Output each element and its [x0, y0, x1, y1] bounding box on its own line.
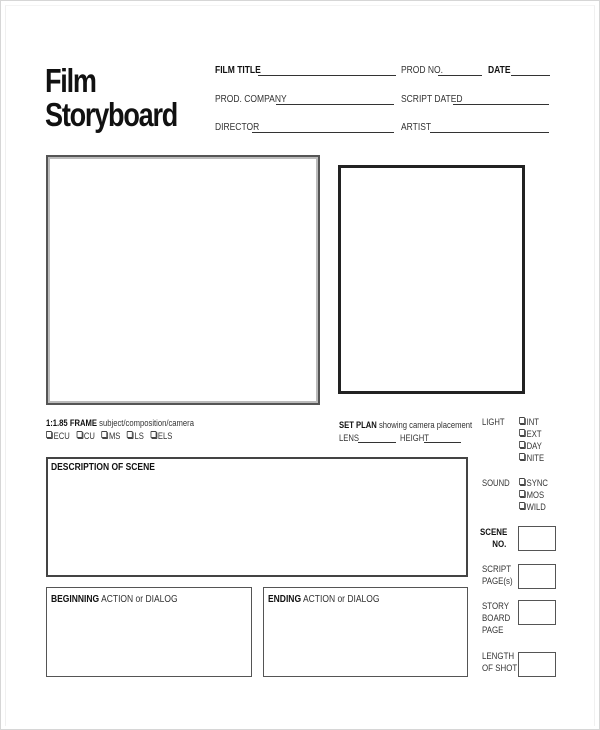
frame-label-rest: subject/composition/camera	[99, 418, 194, 428]
set-plan-drawing-area[interactable]	[338, 165, 525, 394]
script-dated-field[interactable]	[453, 104, 549, 105]
option-els[interactable]: ELS	[150, 431, 172, 441]
scene-no-label: SCENE NO.	[480, 527, 508, 549]
script-dated-label: SCRIPT DATED	[401, 94, 463, 105]
checkbox-icon[interactable]	[519, 429, 525, 436]
option-ms[interactable]: MS	[101, 431, 120, 441]
lens-label: LENS	[339, 433, 359, 443]
prod-company-label: PROD. COMPANY	[215, 94, 287, 105]
prod-company-field[interactable]	[276, 104, 394, 105]
checkbox-icon[interactable]	[519, 441, 525, 448]
description-label: DESCRIPTION OF SCENE	[51, 462, 155, 473]
length-of-shot-label: LENGTH OF SHOT	[482, 651, 518, 673]
prod-no-field[interactable]	[438, 75, 482, 76]
set-plan-label-rest: showing camera placement	[378, 420, 473, 430]
date-label: DATE	[488, 65, 511, 76]
document-title	[45, 64, 177, 132]
title-line-2: Storyboard	[45, 96, 178, 133]
option-cu[interactable]: CU	[76, 431, 95, 441]
script-pages-field[interactable]	[518, 564, 556, 589]
height-field[interactable]	[424, 442, 461, 443]
light-option-day[interactable]: DAY	[519, 441, 542, 451]
checkbox-icon[interactable]	[127, 431, 133, 438]
shot-size-options	[46, 431, 172, 441]
light-option-nite[interactable]: NITE	[519, 453, 544, 463]
light-label: LIGHT	[482, 417, 505, 427]
beginning-label: BEGINNING ACTION or DIALOG	[51, 594, 178, 605]
artist-field[interactable]	[430, 132, 549, 133]
prod-no-label: PROD NO.	[401, 65, 444, 76]
film-title-field[interactable]	[258, 75, 396, 76]
frame-label-bold: 1:1.85 FRAME	[46, 418, 98, 428]
scene-no-field[interactable]	[518, 526, 556, 551]
sound-option-mos[interactable]: MOS	[519, 490, 544, 500]
checkbox-icon[interactable]	[519, 417, 525, 424]
film-title-label: FILM TITLE	[215, 65, 261, 76]
date-field[interactable]	[511, 75, 550, 76]
light-option-int[interactable]: INT	[519, 417, 539, 427]
length-of-shot-field[interactable]	[518, 652, 556, 677]
checkbox-icon[interactable]	[101, 431, 107, 438]
director-label: DIRECTOR	[215, 122, 260, 133]
director-field[interactable]	[252, 132, 394, 133]
frame-drawing-area[interactable]	[46, 155, 320, 405]
checkbox-icon[interactable]	[519, 502, 525, 509]
storyboard-page-label: STORY BOARD PAGE	[482, 601, 511, 635]
checkbox-icon[interactable]	[150, 431, 156, 438]
sound-label: SOUND	[482, 478, 510, 488]
checkbox-icon[interactable]	[519, 490, 525, 497]
storyboard-page-field[interactable]	[518, 600, 556, 625]
checkbox-icon[interactable]	[519, 478, 525, 485]
option-ls[interactable]: LS	[127, 431, 144, 441]
set-plan-label-bold: SET PLAN	[339, 420, 377, 430]
checkbox-icon[interactable]	[46, 431, 52, 438]
option-ecu[interactable]: ECU	[46, 431, 70, 441]
height-label: HEIGHT	[400, 433, 429, 443]
checkbox-icon[interactable]	[519, 453, 525, 460]
sound-option-sync[interactable]: SYNC	[519, 478, 548, 488]
ending-label: ENDING ACTION or DIALOG	[268, 594, 380, 605]
script-pages-label: SCRIPT PAGE(s)	[482, 564, 513, 586]
title-line-1: Film	[45, 62, 96, 99]
set-plan-label	[339, 420, 472, 430]
lens-field[interactable]	[358, 442, 396, 443]
light-option-ext[interactable]: EXT	[519, 429, 542, 439]
description-of-scene-area[interactable]	[46, 457, 468, 577]
frame-label	[46, 418, 194, 428]
artist-label: ARTIST	[401, 122, 432, 133]
checkbox-icon[interactable]	[76, 431, 82, 438]
sound-option-wild[interactable]: WILD	[519, 502, 546, 512]
